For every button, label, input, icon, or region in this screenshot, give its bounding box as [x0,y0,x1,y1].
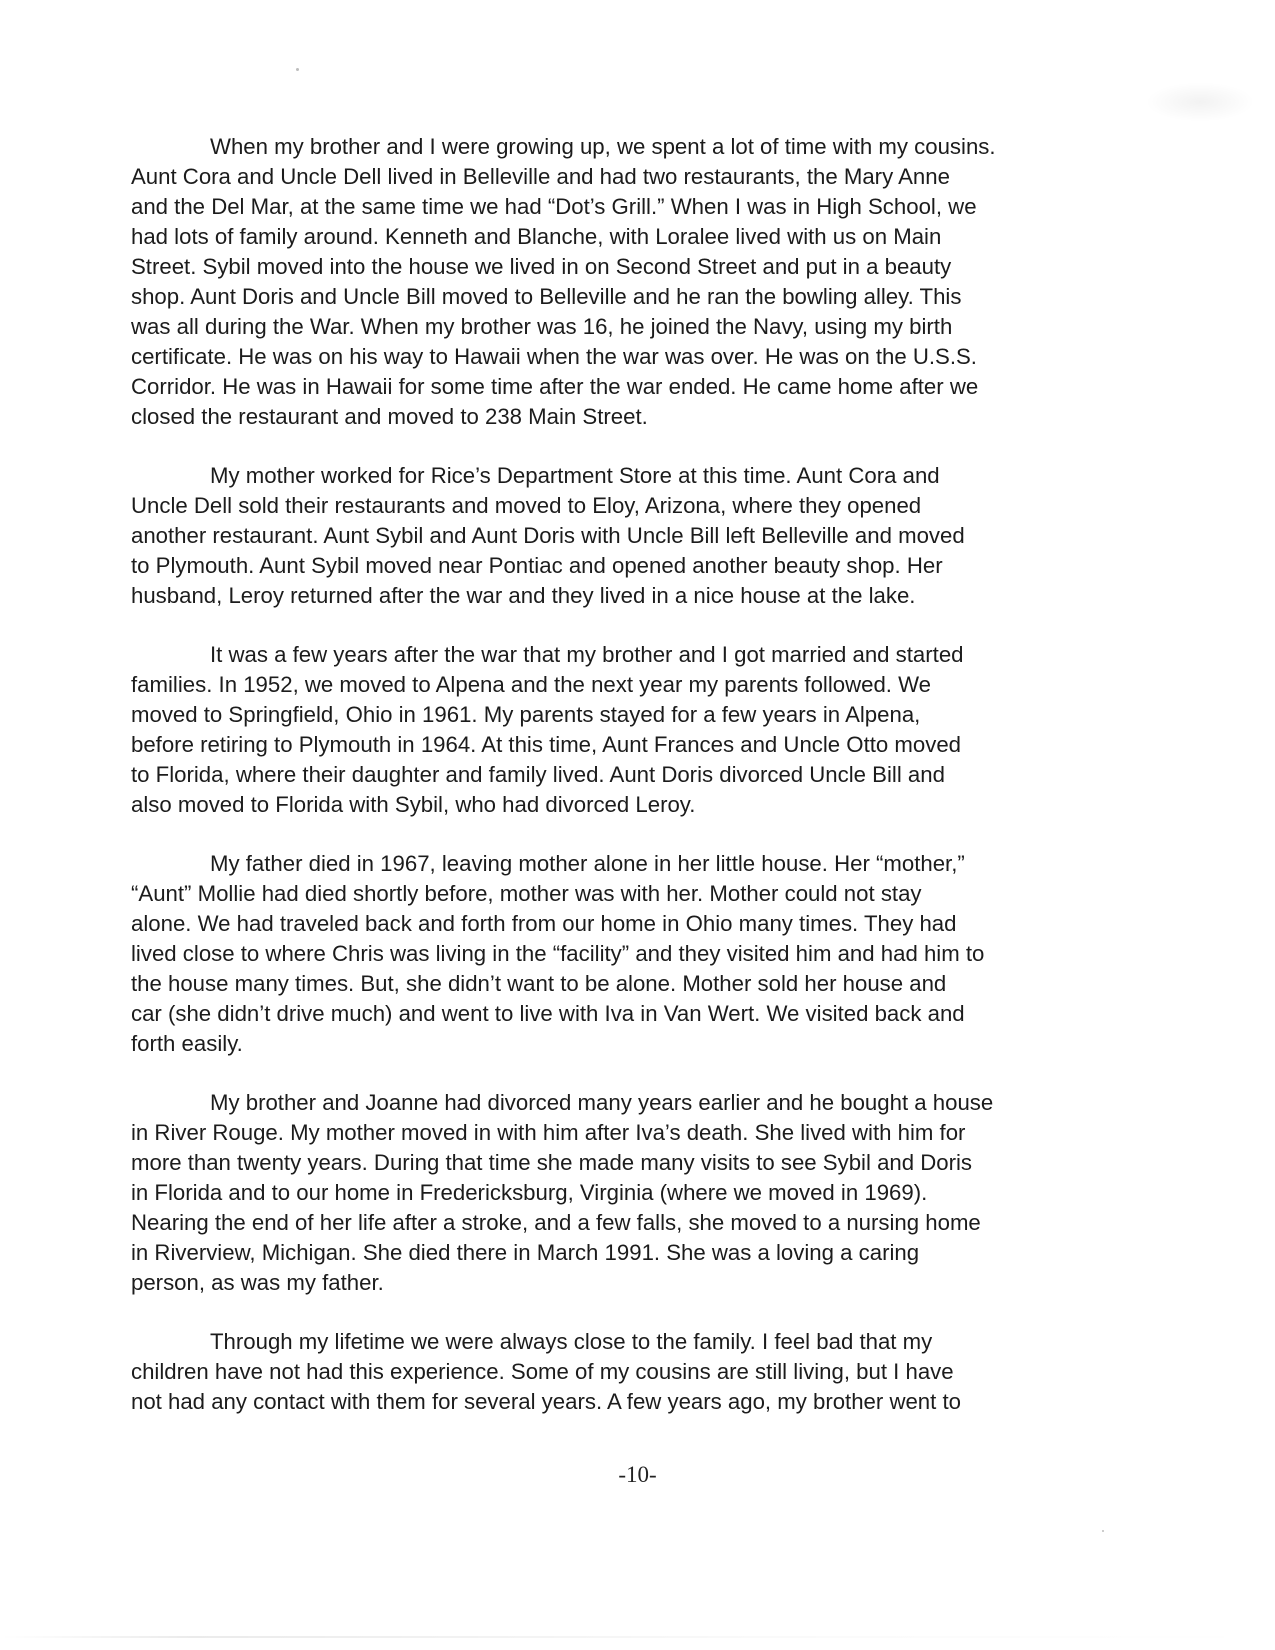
scan-speck [296,68,299,71]
text-line: Street. Sybil moved into the house we lived in on Second Street and put in a beauty [131,254,952,279]
text-line: person, as was my father. [131,1270,384,1295]
text-line: was all during the War. When my brother was 16, he joined the Navy, using my birth [131,314,953,339]
text-line: the house many times. But, she didn’t want to be alone. Mother sold her house and [131,971,947,996]
text-line: My mother worked for Rice’s Department Store at this time. Aunt Cora and [210,463,940,488]
text-line: forth easily. [131,1031,243,1056]
text-line: lived close to where Chris was living in the “facility” and they visited him and had him to [131,941,985,966]
text-line: husband, Leroy returned after the war and they lived in a nice house at the lake. [131,583,916,608]
text-line: My father died in 1967, leaving mother alone in her little house. Her “mother,” [210,851,965,876]
text-line: not had any contact with them for several years. A few years ago, my brother went to [131,1389,961,1414]
paragraph [131,1088,1131,1298]
text-line: car (she didn’t drive much) and went to live with Iva in Van Wert. We visited back and [131,1001,965,1026]
scan-edge-line [0,1636,1275,1638]
text-line: in Riverview, Michigan. She died there in March 1991. She was a loving a caring [131,1240,920,1265]
text-line: families. In 1952, we moved to Alpena and the next year my parents followed. We [131,672,932,697]
text-line: in Florida and to our home in Fredericksburg, Virginia (where we moved in 1969). [131,1180,928,1205]
paragraph [131,640,1131,820]
text-line: When my brother and I were growing up, we spent a lot of time with my cousins. [210,134,996,159]
text-line: to Plymouth. Aunt Sybil moved near Pontiac and opened another beauty shop. Her [131,553,943,578]
text-line: moved to Springfield, Ohio in 1961. My parents stayed for a few years in Alpena, [131,702,921,727]
paragraph [131,1327,1131,1417]
text-line: another restaurant. Aunt Sybil and Aunt Doris with Uncle Bill left Belleville and moved [131,523,965,548]
text-line: children have not had this experience. Some of my cousins are still living, but I have [131,1359,954,1384]
text-line: closed the restaurant and moved to 238 Main Street. [131,404,648,429]
text-line: Uncle Dell sold their restaurants and moved to Eloy, Arizona, where they opened [131,493,922,518]
text-line: “Aunt” Mollie had died shortly before, mother was with her. Mother could not stay [131,881,922,906]
text-line: and the Del Mar, at the same time we had “Dot’s Grill.” When I was in High School, we [131,194,977,219]
text-line: more than twenty years. During that time she made many visits to see Sybil and Doris [131,1150,973,1175]
scan-shadow-mark [1145,82,1255,122]
text-line: before retiring to Plymouth in 1964. At this time, Aunt Frances and Uncle Otto moved [131,732,961,757]
text-line: also moved to Florida with Sybil, who had divorced Leroy. [131,792,696,817]
scan-speck [1102,1530,1104,1532]
text-line: to Florida, where their daughter and family lived. Aunt Doris divorced Uncle Bill and [131,762,945,787]
text-line: certificate. He was on his way to Hawaii when the war was over. He was on the U.S.S. [131,344,977,369]
text-line: alone. We had traveled back and forth from our home in Ohio many times. They had [131,911,957,936]
text-line: Corridor. He was in Hawaii for some time after the war ended. He came home after we [131,374,979,399]
paragraph [131,461,1131,611]
paragraph [131,849,1131,1059]
text-line: It was a few years after the war that my brother and I got married and started [210,642,964,667]
text-line: Aunt Cora and Uncle Dell lived in Belleville and had two restaurants, the Mary Anne [131,164,950,189]
text-line: My brother and Joanne had divorced many years earlier and he bought a house [210,1090,994,1115]
text-line: Nearing the end of her life after a stroke, and a few falls, she moved to a nursing home [131,1210,981,1235]
paragraph [131,132,1131,432]
body-text [131,132,1131,1446]
page-number: -10- [618,1462,657,1487]
text-line: had lots of family around. Kenneth and Blanche, with Loralee lived with us on Main [131,224,942,249]
text-line: shop. Aunt Doris and Uncle Bill moved to Belleville and he ran the bowling alley. This [131,284,962,309]
text-line: in River Rouge. My mother moved in with him after Iva’s death. She lived with him for [131,1120,966,1145]
text-line: Through my lifetime we were always close to the family. I feel bad that my [210,1329,933,1354]
